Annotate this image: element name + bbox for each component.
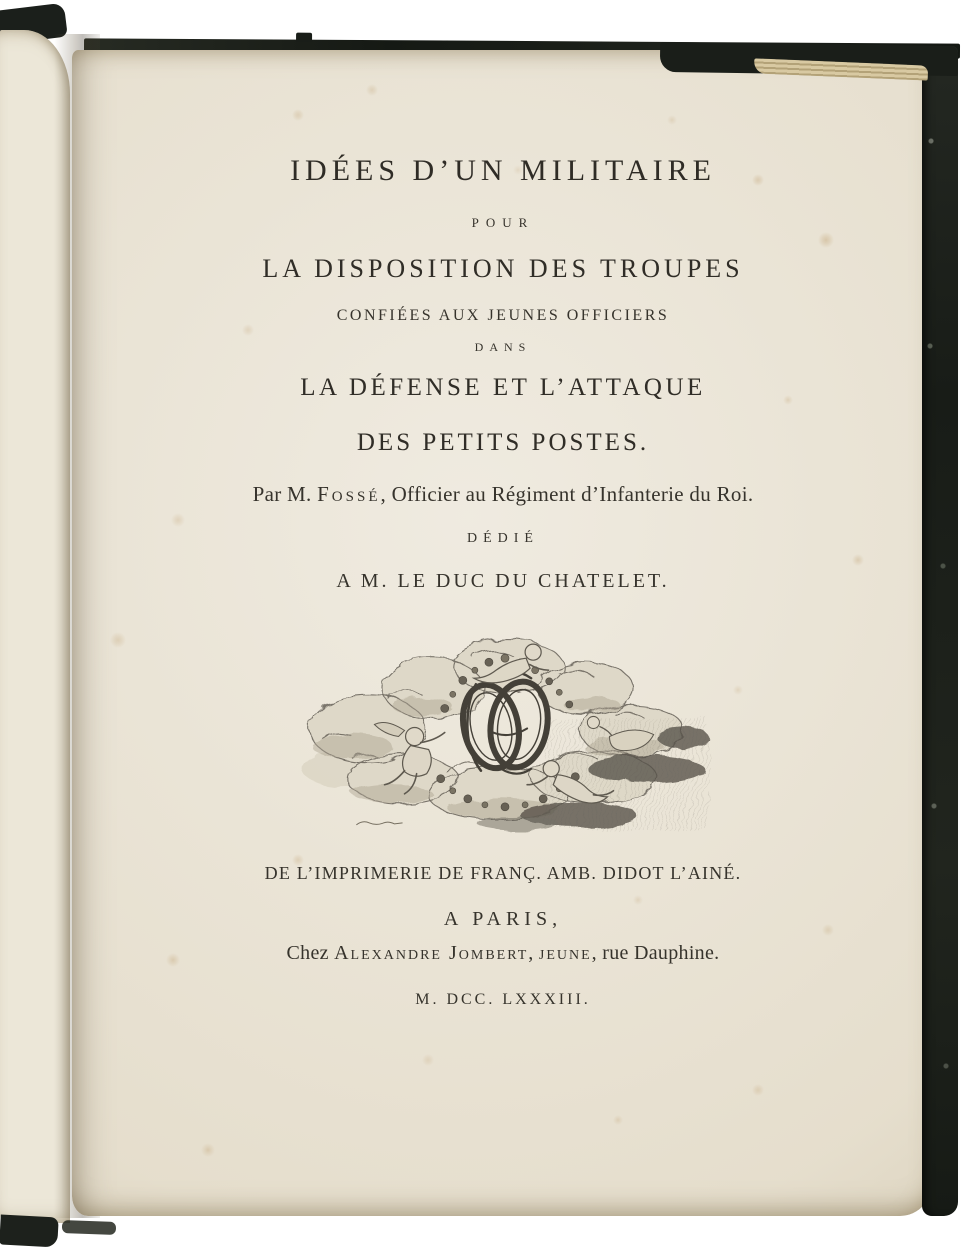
- author-prefix: Par M.: [252, 482, 318, 506]
- imprint-publisher-line: [72, 942, 934, 964]
- author-line: [72, 483, 934, 507]
- dedication-line: A M. LE DUC DU CHATELET.: [336, 570, 670, 592]
- publisher-prefix: Chez: [286, 942, 335, 964]
- subtitle-postes: DES PETITS POSTES.: [356, 429, 650, 456]
- main-title: IDÉES D’UN MILITAIRE: [290, 154, 716, 187]
- subtitle-attaque: LA DÉFENSE ET L’ATTAQUE: [300, 374, 706, 401]
- author-name: Fossé: [317, 482, 381, 506]
- title-page: [72, 50, 934, 1216]
- dedication-label: DÉDIÉ: [467, 531, 539, 546]
- publisher-epithet: jeune: [538, 942, 592, 964]
- title-connector-dans: DANS: [474, 340, 532, 354]
- engraver-signature: [356, 822, 402, 825]
- subtitle-officiers: CONFIÉES AUX JEUNES OFFICIERS: [336, 307, 670, 324]
- title-connector-pour: POUR: [471, 215, 535, 230]
- subtitle-troupes: LA DISPOSITION DES TROUPES: [262, 254, 744, 283]
- publisher-name: Alexandre Jombert: [334, 942, 529, 964]
- imprint-printer-line: DE L’IMPRIMERIE DE FRANÇ. AMB. DIDOT L’AINÉ.: [264, 863, 742, 883]
- imprint-year-line: M. DCC. LXXXIII.: [415, 991, 591, 1008]
- author-suffix: , Officier au Régiment d’Infanterie du Roi.: [380, 482, 754, 506]
- publisher-suffix: , rue Dauphine.: [591, 942, 720, 964]
- cover-bottom-left-fragment: [0, 1215, 59, 1248]
- title-vignette-engraving: [291, 618, 715, 844]
- publisher-separator: ,: [528, 942, 539, 964]
- imprint-city-line: A PARIS,: [443, 908, 563, 930]
- cover-bottom-left-fragment: [62, 1220, 116, 1235]
- cover-fore-edge: [922, 46, 958, 1216]
